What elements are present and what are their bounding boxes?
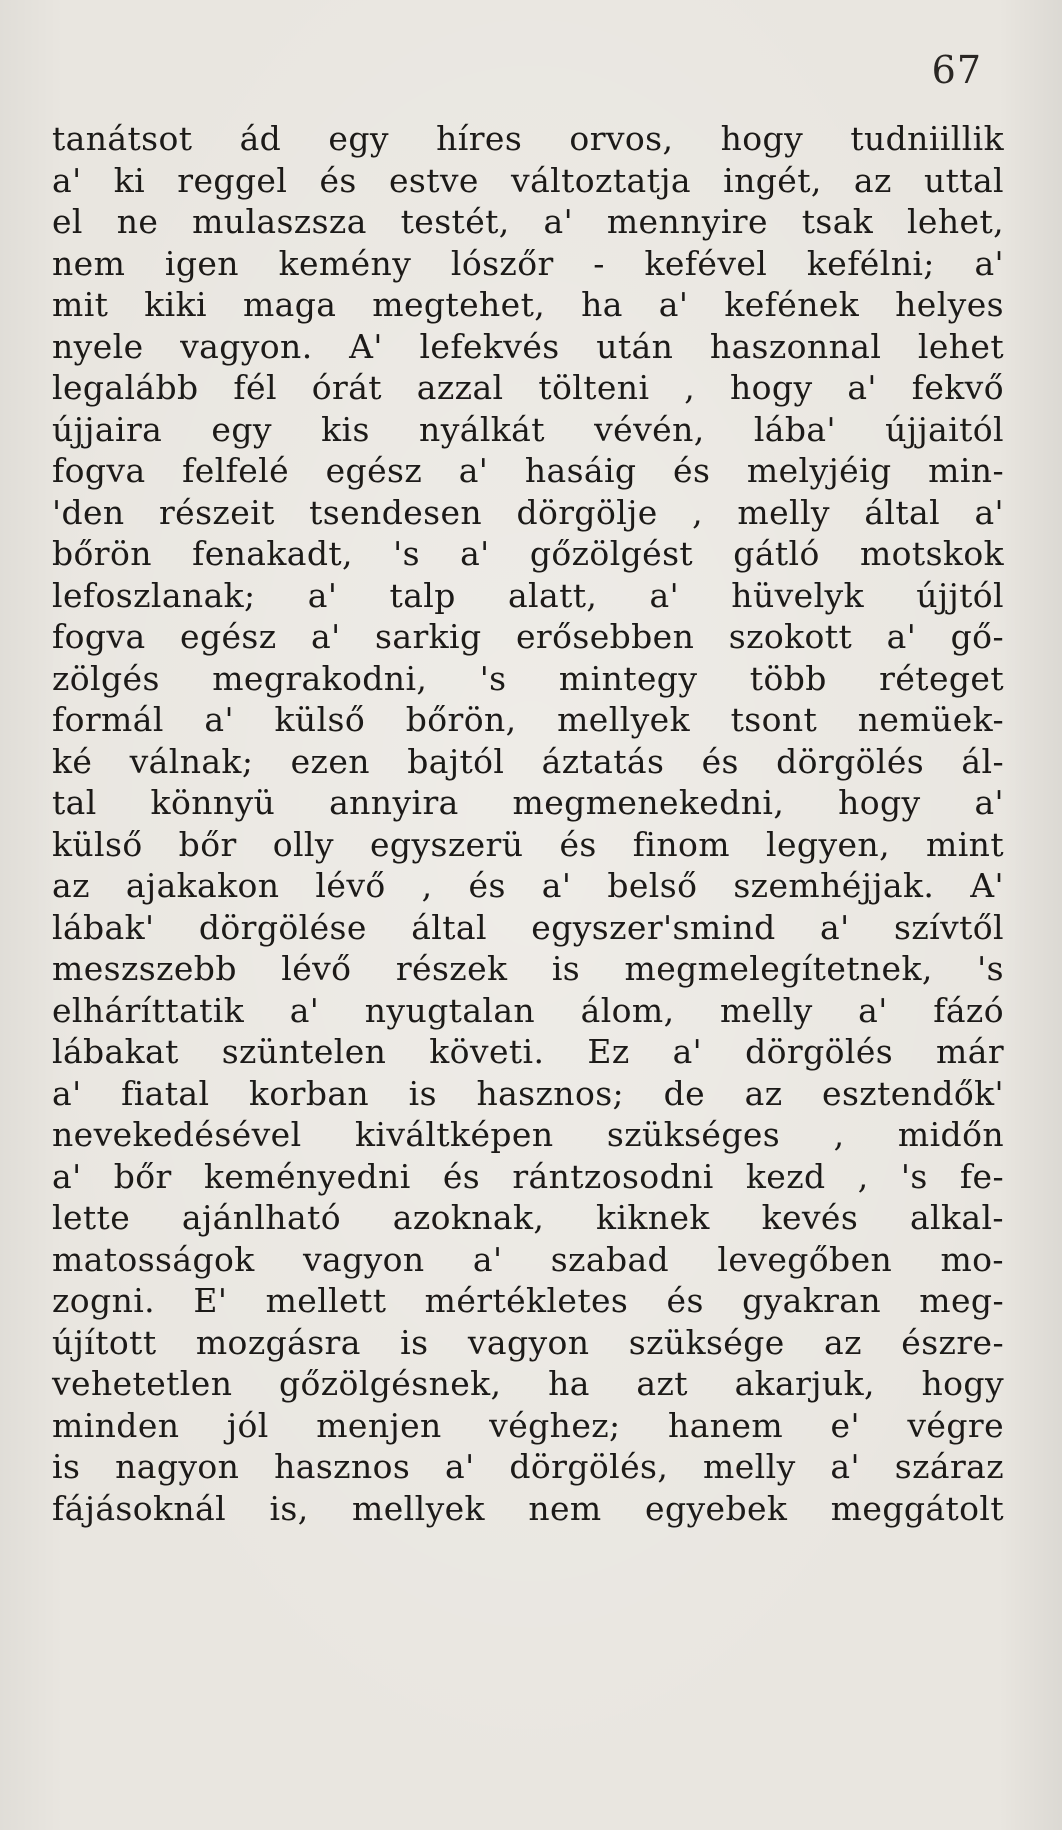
page-number: 67 [931,48,982,92]
text-line: fogva felfelé egész a' hasáig és melyjéig min- [52,451,1004,490]
text-line: zölgés megrakodni, 's mintegy több réteget [52,658,1004,698]
text-line: bőrön fenakadt, 's a' gőzölgést gátló motskok [52,534,1004,573]
text-line: ké válnak; ezen bajtól áztatás és dörgölés ál- [52,741,1004,781]
text-line: nyele vagyon. A' lefekvés után haszonnal lehet [52,326,1004,366]
text-line: el ne mulaszsza testét, a' mennyire tsak lehet, [52,202,1004,241]
body-text [52,118,1004,1529]
text-line: matosságok vagyon a' szabad levegőben mo- [52,1239,1004,1279]
text-line: fogva egész a' sarkig erősebben szokott a' gő- [52,617,1004,656]
text-line: az ajakakon lévő , és a' belső szemhéjjak. A' [52,866,1004,905]
text-line: nevekedésével kiváltképen szükséges , midőn [52,1115,1004,1154]
text-line: a' fiatal korban is hasznos; de az esztendők' [52,1073,1004,1113]
text-line: meszszebb lévő részek is megmelegítetnek, 's [52,949,1004,988]
text-line: fájásoknál is, mellyek nem egyebek meggátolt [52,1488,1004,1528]
text-line: mit kiki maga megtehet, ha a' kefének helyes [52,285,1004,324]
text-line: tanátsot ád egy híres orvos, hogy tudniillik [52,119,1004,158]
text-line: minden jól menjen véghez; hanem e' végre [52,1405,1004,1445]
text-line: lette ajánlható azoknak, kiknek kevés alkal- [52,1198,1004,1237]
text-line: tal könnyü annyira megmenekedni, hogy a' [52,783,1004,822]
text-line: formál a' külső bőrön, mellyek tsont nemüek- [52,700,1004,739]
text-line: a' ki reggel és estve változtatja ingét, az uttal [52,160,1004,200]
text-line: nem igen kemény lószőr - kefével kefélni; a' [52,243,1004,283]
text-line: lefoszlanak; a' talp alatt, a' hüvelyk újjtól [52,575,1004,615]
text-line: vehetetlen gőzölgésnek, ha azt akarjuk, hogy [52,1364,1004,1403]
text-line: külső bőr olly egyszerü és finom legyen, mint [52,824,1004,864]
text-line: legalább fél órát azzal tölteni , hogy a' fekvő [52,368,1004,407]
text-line: 'den részeit tsendesen dörgölje , melly által a' [52,492,1004,532]
text-line: lábak' dörgölése által egyszer'smind a' szívtől [52,907,1004,947]
text-line: a' bőr keményedni és rántzosodni kezd , 's fe- [52,1156,1004,1196]
text-line: újított mozgásra is vagyon szüksége az észre- [52,1322,1004,1362]
text-line: elháríttatik a' nyugtalan álom, melly a' fázó [52,990,1004,1030]
text-line: lábakat szüntelen követi. Ez a' dörgölés már [52,1032,1004,1071]
text-line: újjaira egy kis nyálkát vévén, lába' újjaitól [52,409,1004,449]
text-line: is nagyon hasznos a' dörgölés, melly a' száraz [52,1447,1004,1486]
text-line: zogni. E' mellett mértékletes és gyakran meg- [52,1281,1004,1320]
